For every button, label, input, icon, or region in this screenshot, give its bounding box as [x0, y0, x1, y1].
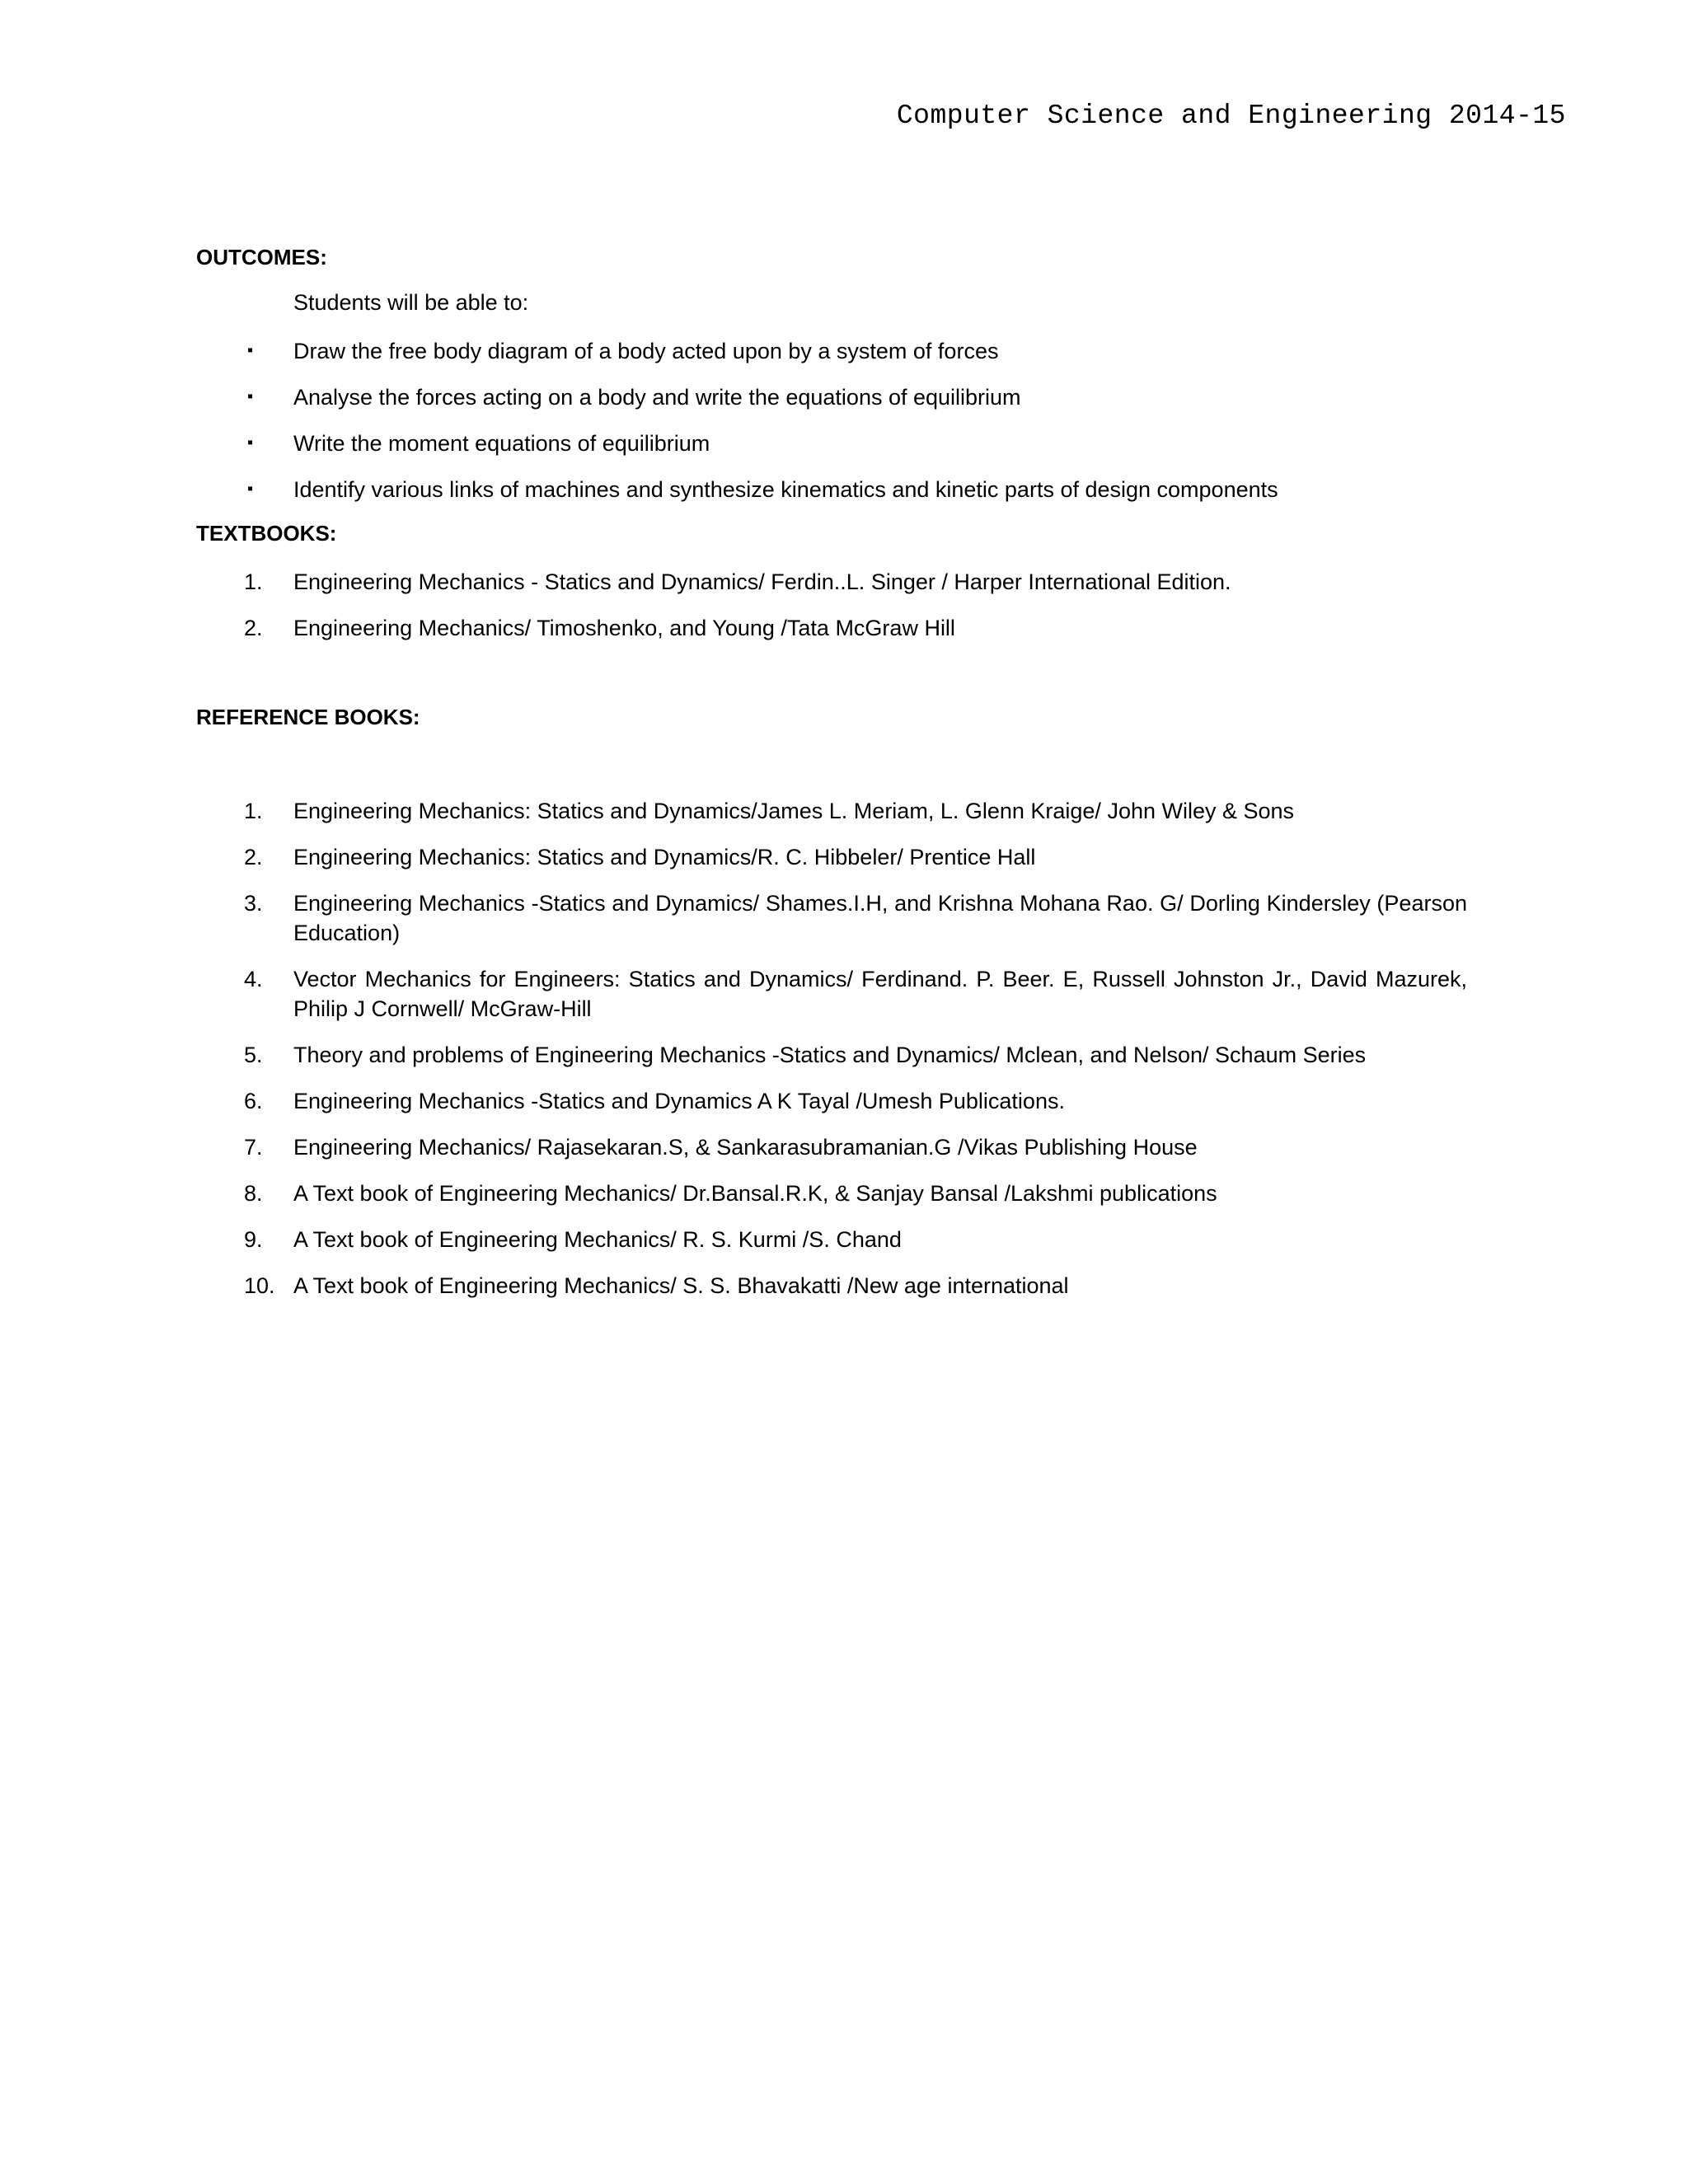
reference-text: Engineering Mechanics: Statics and Dynamics/James L. Meriam, L. Glenn Kraige/ John Wiley & Sons	[293, 799, 1295, 823]
outcome-text: Analyse the forces acting on a body and write the equations of equilibrium	[293, 385, 1021, 410]
reference-text: Engineering Mechanics/ Rajasekaran.S, & Sankarasubramanian.G /Vikas Publishing House	[293, 1135, 1198, 1160]
bullet-icon: ▪	[247, 341, 254, 359]
item-number: 3.	[244, 891, 263, 916]
reference-books-heading: REFERENCE BOOKS:	[196, 705, 420, 729]
textbook-text: Engineering Mechanics - Statics and Dynamics/ Ferdin..L. Singer / Harper International Edition.	[293, 569, 1231, 594]
reference-text: Engineering Mechanics -Statics and Dynamics A K Tayal /Umesh Publications.	[293, 1089, 1065, 1113]
reference-text: A Text book of Engineering Mechanics/ S. S. Bhavakatti /New age international	[293, 1273, 1069, 1298]
bullet-icon: ▪	[247, 387, 254, 405]
textbooks-heading: TEXTBOOKS:	[196, 521, 337, 546]
item-number: 7.	[244, 1135, 263, 1160]
item-number: 9.	[244, 1227, 263, 1252]
item-number: 4.	[244, 967, 263, 991]
bullet-icon: ▪	[247, 434, 254, 452]
reference-text: Vector Mechanics for Engineers: Statics and Dynamics/ Ferdinand. P. Beer. E, Russell Johnston Jr., David Mazurek, Philip J Cornwell/ McGraw-Hill	[293, 967, 1467, 1021]
reference-text: Engineering Mechanics: Statics and Dynamics/R. C. Hibbeler/ Prentice Hall	[293, 845, 1036, 869]
reference-text: A Text book of Engineering Mechanics/ R. S. Kurmi /S. Chand	[293, 1227, 902, 1252]
outcome-text: Write the moment equations of equilibrium	[293, 431, 710, 456]
item-number: 8.	[244, 1181, 263, 1206]
outcome-text: Identify various links of machines and synthesize kinematics and kinetic parts of design components	[293, 477, 1278, 502]
reference-text: Engineering Mechanics -Statics and Dynamics/ Shames.I.H, and Krishna Mohana Rao. G/ Dorling Kindersley (Pearson Education)	[293, 891, 1467, 945]
outcomes-intro: Students will be able to:	[293, 290, 529, 315]
item-number: 2.	[244, 616, 263, 640]
outcome-text: Draw the free body diagram of a body acted upon by a system of forces	[293, 339, 999, 363]
item-number: 6.	[244, 1089, 263, 1113]
outcomes-heading: OUTCOMES:	[196, 245, 327, 269]
item-number: 2.	[244, 845, 263, 869]
bullet-icon: ▪	[247, 480, 254, 498]
reference-text: Theory and problems of Engineering Mechanics -Statics and Dynamics/ Mclean, and Nelson/ Schaum Series	[293, 1043, 1367, 1067]
item-number: 10.	[244, 1273, 275, 1298]
item-number: 5.	[244, 1043, 263, 1067]
textbook-text: Engineering Mechanics/ Timoshenko, and Young /Tata McGraw Hill	[293, 616, 955, 640]
reference-text: A Text book of Engineering Mechanics/ Dr.Bansal.R.K, & Sanjay Bansal /Lakshmi publications	[293, 1181, 1217, 1206]
page-header: Computer Science and Engineering 2014-15	[896, 101, 1566, 131]
item-number: 1.	[244, 569, 263, 594]
item-number: 1.	[244, 799, 263, 823]
